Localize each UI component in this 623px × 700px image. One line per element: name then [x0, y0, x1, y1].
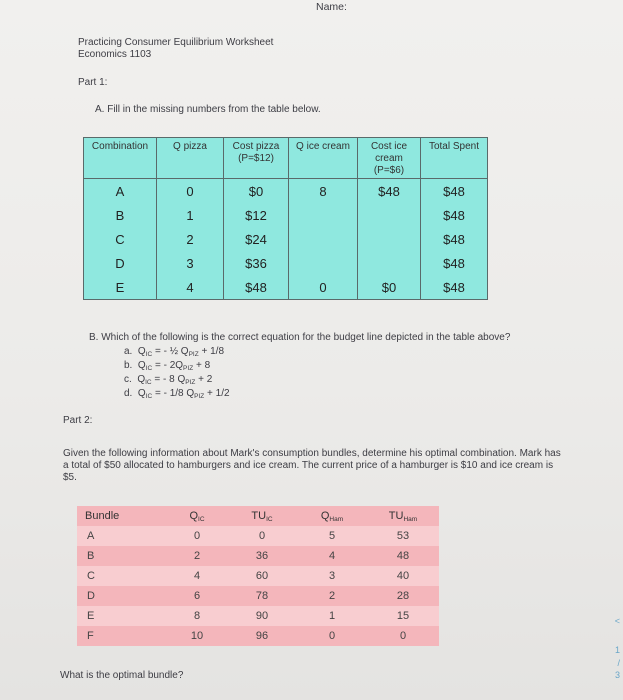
option-lhs-sub: IC [145, 351, 153, 358]
edge-mark: 3 [614, 670, 620, 680]
part2-label: Part 2: [63, 415, 93, 426]
option-rhs-tail: + 8 [193, 360, 211, 371]
option-rhs-tail: + 2 [195, 374, 213, 385]
header-subscript: Ham [329, 515, 344, 523]
option-lhs: Q [137, 360, 146, 371]
cell-q-ham: 2 [297, 586, 367, 606]
cell-tu-ic: 60 [227, 566, 297, 586]
edge-mark: < [614, 616, 620, 626]
cell-tu-ham: 0 [367, 626, 439, 646]
header-q-ic [167, 506, 227, 526]
edge-mark: 1 [614, 645, 620, 655]
header-cost-pizza: Cost pizza (P=$12) [224, 138, 289, 179]
answer-option [124, 388, 230, 400]
cell-tu-ic: 96 [227, 626, 297, 646]
cell-q-pizza: 3 [157, 251, 224, 275]
cell-q-ic: 4 [167, 566, 227, 586]
option-rhs: = - 8 Q [151, 374, 186, 385]
bundle-row [77, 586, 439, 606]
option-lhs: Q [137, 346, 146, 357]
option-rhs-sub: PIZ [185, 379, 196, 386]
cell-cost-ice-cream [358, 227, 421, 251]
course-name: Economics 1103 [78, 49, 152, 60]
budget-table-row [84, 275, 488, 300]
cell-cost-pizza: $24 [224, 227, 289, 251]
cell-q-pizza: 1 [157, 203, 224, 227]
cell-tu-ham: 48 [367, 546, 439, 566]
option-rhs-sub: PIZ [188, 351, 199, 358]
header-main: TU [388, 509, 404, 522]
option-rhs: = - 1/8 Q [152, 388, 195, 399]
cell-cost-ice-cream [358, 203, 421, 227]
option-rhs-tail: + 1/2 [204, 388, 230, 399]
header-subscript: Ham [403, 515, 418, 523]
option-lhs-sub: IC [145, 379, 152, 386]
cell-cost-pizza: $0 [224, 179, 289, 204]
bundle-row [77, 606, 439, 626]
cell-cost-pizza: $12 [224, 203, 289, 227]
cell-q-ice-cream [289, 227, 358, 251]
cell-bundle: F [77, 626, 167, 646]
cell-q-ic: 6 [167, 586, 227, 606]
budget-table-header [84, 138, 488, 179]
bundles-table-header [77, 506, 439, 526]
cell-combination: B [84, 203, 157, 227]
cell-cost-ice-cream: $0 [358, 275, 421, 300]
cell-q-ham: 1 [297, 606, 367, 626]
cell-cost-pizza: $48 [224, 275, 289, 300]
cell-q-ic: 2 [167, 546, 227, 566]
cell-q-ic: 10 [167, 626, 227, 646]
cell-q-ham: 3 [297, 566, 367, 586]
header-bundle [77, 506, 167, 526]
cell-q-ice-cream: 0 [289, 275, 358, 300]
part2-given-text: Given the following information about Mark's consumption bundles, determine his optimal combination. Mark has a total of $50 allocated to hamburgers and ice cream. The current price of a hamburger is $10 and ice cream is $5. [63, 448, 561, 483]
header-tu-ic [227, 506, 297, 526]
consumption-bundles-table [77, 506, 439, 646]
header-subscript: IC [266, 515, 273, 523]
cell-bundle: D [77, 586, 167, 606]
cell-combination: E [84, 275, 157, 300]
option-rhs: = - 2Q [152, 360, 184, 371]
cell-q-ice-cream [289, 251, 358, 275]
worksheet-title: Practicing Consumer Equilibrium Worksheet [78, 37, 274, 48]
header-tu-ham [367, 506, 439, 526]
cell-tu-ham: 53 [367, 526, 439, 546]
cell-bundle: B [77, 546, 167, 566]
cell-combination: A [84, 179, 157, 204]
cell-tu-ham: 28 [367, 586, 439, 606]
cell-cost-ice-cream [358, 251, 421, 275]
cell-tu-ic: 78 [227, 586, 297, 606]
cell-combination: C [84, 227, 157, 251]
cell-total-spent: $48 [421, 179, 488, 204]
bundle-row [77, 626, 439, 646]
part1-question-b: B. Which of the following is the correct equation for the budget line depicted in the table above? [89, 332, 511, 343]
cell-cost-pizza: $36 [224, 251, 289, 275]
option-letter: a. [124, 346, 133, 357]
cell-cost-ice-cream: $48 [358, 179, 421, 204]
cell-bundle: C [77, 566, 167, 586]
cell-q-pizza: 0 [157, 179, 224, 204]
header-combination: Combination [84, 138, 157, 179]
part1-instruction-a: A. Fill in the missing numbers from the table below. [95, 104, 321, 115]
cell-q-ic: 0 [167, 526, 227, 546]
cell-q-pizza: 4 [157, 275, 224, 300]
header-main: Bundle [85, 510, 120, 522]
cell-q-pizza: 2 [157, 227, 224, 251]
header-q-ice-cream: Q ice cream [289, 138, 358, 179]
option-rhs: = - ½ Q [152, 346, 189, 357]
header-subscript: IC [198, 515, 205, 523]
option-letter: c. [124, 374, 132, 385]
option-lhs-sub: IC [145, 365, 153, 372]
cell-q-ic: 8 [167, 606, 227, 626]
cell-q-ice-cream [289, 203, 358, 227]
option-rhs-sub: PIZ [194, 393, 205, 400]
cell-total-spent: $48 [421, 251, 488, 275]
cell-total-spent: $48 [421, 203, 488, 227]
option-lhs-sub: IC [145, 393, 153, 400]
answer-option [124, 360, 210, 372]
cell-tu-ic: 90 [227, 606, 297, 626]
cell-tu-ham: 40 [367, 566, 439, 586]
bundle-row [77, 526, 439, 546]
header-cost-ice-cream: Cost ice cream (P=$6) [358, 138, 421, 179]
option-letter: d. [124, 388, 133, 399]
header-main: Q [189, 509, 199, 522]
budget-table-row [84, 203, 488, 227]
bundle-row [77, 546, 439, 566]
part1-label: Part 1: [78, 77, 108, 88]
cell-q-ham: 0 [297, 626, 367, 646]
answer-option [124, 374, 212, 386]
option-letter: b. [124, 360, 133, 371]
budget-table [83, 137, 488, 300]
cell-tu-ham: 15 [367, 606, 439, 626]
header-q-ham [297, 506, 367, 526]
option-rhs-tail: + 1/8 [198, 346, 225, 357]
cell-tu-ic: 36 [227, 546, 297, 566]
part2-question: What is the optimal bundle? [60, 670, 184, 681]
option-lhs: Q [137, 374, 146, 385]
cell-q-ham: 4 [297, 546, 367, 566]
cell-tu-ic: 0 [227, 526, 297, 546]
header-q-pizza: Q pizza [157, 138, 224, 179]
cell-bundle: A [77, 526, 167, 546]
cell-combination: D [84, 251, 157, 275]
budget-table-row [84, 251, 488, 275]
option-lhs: Q [137, 388, 146, 399]
header-main: TU [251, 509, 267, 522]
answer-option [124, 346, 224, 358]
budget-table-row [84, 179, 488, 204]
cell-q-ice-cream: 8 [289, 179, 358, 204]
name-label: Name: [316, 1, 347, 13]
cell-total-spent: $48 [421, 275, 488, 300]
cell-q-ham: 5 [297, 526, 367, 546]
cell-total-spent: $48 [421, 227, 488, 251]
budget-table-row [84, 227, 488, 251]
header-total-spent: Total Spent [421, 138, 488, 179]
bundle-row [77, 566, 439, 586]
header-main: Q [320, 509, 330, 522]
option-rhs-sub: PIZ [183, 365, 194, 372]
edge-mark: / [617, 658, 620, 668]
cell-bundle: E [77, 606, 167, 626]
